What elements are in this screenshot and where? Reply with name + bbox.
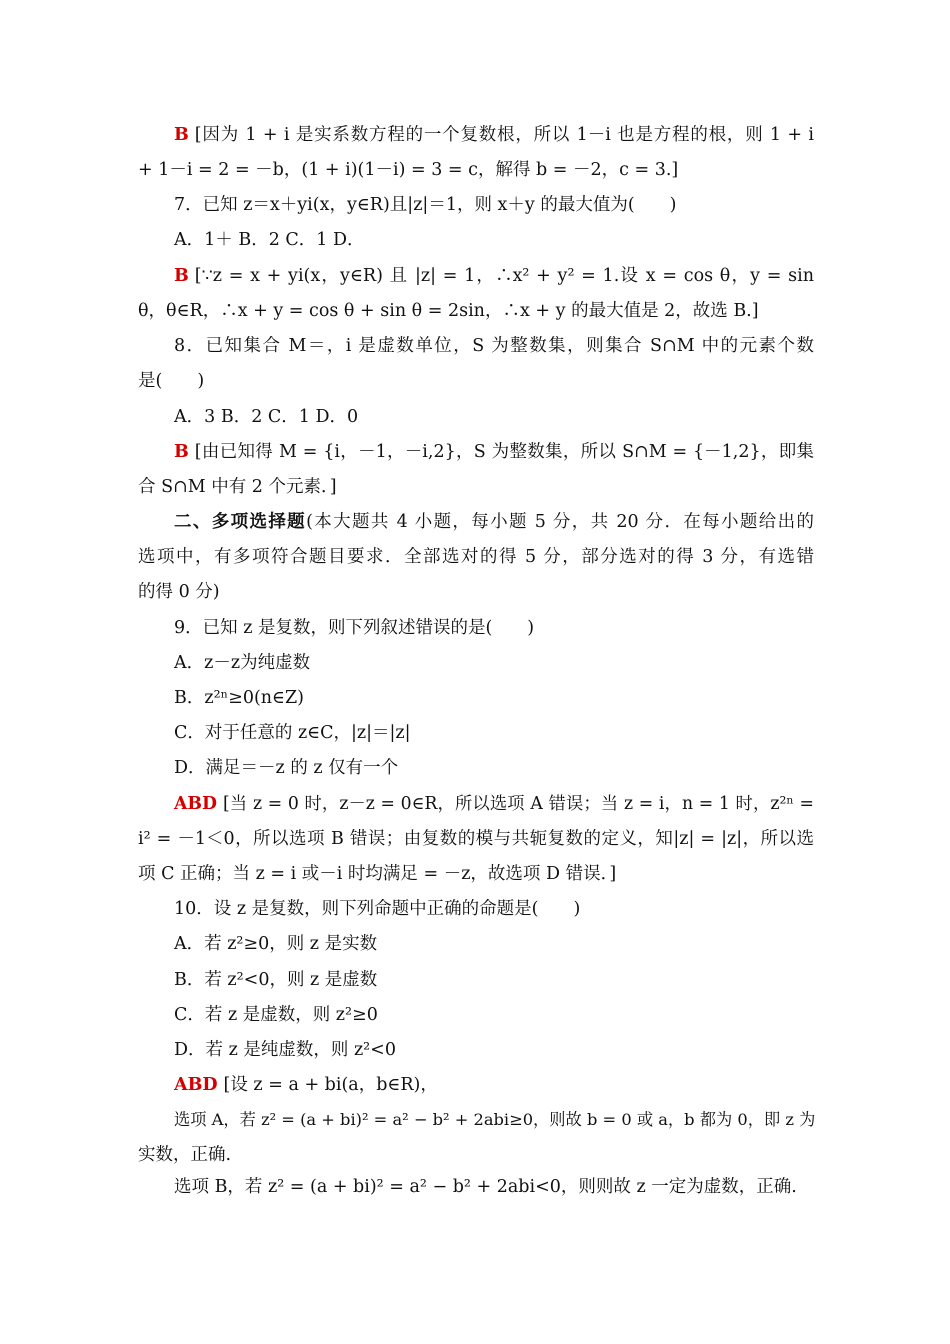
line-text: 项 C 正确；当 z = i 或－i 时均满足 = －z，故选项 D 错误．]	[138, 864, 617, 884]
answer-line	[174, 264, 814, 288]
line-text: B．若 z²<0，则 z 是虚数	[174, 970, 378, 990]
text-line	[138, 580, 814, 604]
line-text: 选项 B，若 z² = (a + bi)² = a² − b² + 2abi<0，则则故 z 一定为虚数，正确.	[174, 1177, 797, 1197]
line-text: [当 z = 0 时，z－z = 0∈R，所以选项 A 错误；当 z = i，n = 1 时，z²ⁿ =	[222, 794, 814, 814]
text-line	[138, 299, 814, 323]
line-text: 8．已知集合 M＝，i 是虚数单位，S 为整数集，则集合 S∩M 中的元素个数	[174, 336, 814, 356]
line-text: [∵z = x + yi(x，y∈R) 且 |z| = 1，∴x² + y² = 1.设 x = cos θ，y = sin	[194, 266, 814, 286]
answer-line	[174, 1073, 814, 1097]
question-10	[174, 897, 814, 921]
line-text: [由已知得 M = {i，－1，－i,2}，S 为整数集，所以 S∩M = {－1,2}，即集	[194, 442, 814, 462]
answer-key: B	[174, 125, 189, 145]
answer-line	[174, 792, 814, 816]
options-line	[174, 405, 814, 429]
line-text: (本大题共 4 小题，每小题 5 分，共 20 分．在每小题给出的	[306, 512, 815, 532]
line-text: B．z²ⁿ≥0(n∈Z)	[174, 688, 305, 708]
text-line	[138, 475, 814, 499]
answer-key: ABD	[174, 794, 217, 814]
line-text: A．3 B．2 C．1 D．0	[174, 407, 359, 427]
line-text: A．z－z为纯虚数	[174, 653, 311, 673]
line-text: 选项中，有多项符合题目要求．全部选对的得 5 分，部分选对的得 3 分，有选错	[138, 547, 814, 567]
option-b	[174, 968, 814, 992]
answer-line	[174, 123, 814, 147]
line-text: 9．已知 z 是复数，则下列叙述错误的是( )	[174, 618, 535, 638]
section-title: 二、多项选择题	[174, 512, 307, 532]
line-text: A．1＋ B．2 C．1 D．	[174, 230, 365, 250]
text-line	[138, 827, 814, 851]
line-text: [因为 1 + i 是实系数方程的一个复数根，所以 1－i 也是方程的根，则 1 + i	[194, 125, 814, 145]
option-c	[174, 1003, 814, 1027]
line-text: + 1－i = 2 = －b，(1 + i)(1－i) = 3 = c，解得 b = －2，c = 3.]	[138, 160, 679, 180]
text-line	[174, 1108, 814, 1132]
answer-key: B	[174, 266, 189, 286]
option-d	[174, 1038, 814, 1062]
option-c	[174, 721, 814, 745]
answer-key: ABD	[174, 1075, 218, 1095]
answer-key: B	[174, 442, 189, 462]
options-line	[174, 228, 814, 252]
line-text: C．若 z 是虚数，则 z²≥0	[174, 1005, 378, 1025]
text-line	[138, 369, 814, 393]
line-text: A．若 z²≥0，则 z 是实数	[174, 934, 378, 954]
answer-line	[174, 440, 814, 464]
line-text: [设 z = a + bi(a，b∈R)，	[223, 1075, 438, 1095]
text-line	[138, 1143, 814, 1167]
option-a	[174, 651, 814, 675]
option-b	[174, 686, 814, 710]
line-text: 7．已知 z＝x＋yi(x，y∈R)且|z|＝1，则 x＋y 的最大值为( )	[174, 195, 677, 215]
line-text: θ，θ∈R，∴x + y = cos θ + sin θ = 2sin，∴x + y 的最大值是 2，故选 B.]	[138, 301, 759, 321]
line-text: 是( )	[138, 371, 205, 391]
line-text: 实数，正确.	[138, 1145, 232, 1165]
line-text: 的得 0 分)	[138, 582, 220, 602]
line-text: 10．设 z 是复数，则下列命题中正确的命题是( )	[174, 899, 581, 919]
question-8	[174, 334, 814, 358]
line-text: 选项 A，若 z² = (a + bi)² = a² − b² + 2abi≥0，则故 b = 0 或 a，b 都为 0，即 z 为	[174, 1110, 816, 1129]
line-text: 合 S∩M 中有 2 个元素．]	[138, 477, 337, 497]
line-text: C．对于任意的 z∈C，|z|＝|z|	[174, 723, 411, 743]
line-text: i² = －1＜0，所以选项 B 错误；由复数的模与共轭复数的定义，知|z| = |z|，所以选	[138, 829, 814, 849]
question-7	[174, 193, 814, 217]
text-line	[138, 158, 814, 182]
line-text: D．若 z 是纯虚数，则 z²<0	[174, 1040, 396, 1060]
text-line	[138, 545, 814, 569]
line-text: D．满足＝－z 的 z 仅有一个	[174, 758, 399, 778]
section-heading	[174, 510, 814, 534]
option-d	[174, 756, 814, 780]
question-9	[174, 616, 814, 640]
option-a	[174, 932, 814, 956]
text-line	[138, 862, 814, 886]
text-line	[174, 1175, 814, 1199]
